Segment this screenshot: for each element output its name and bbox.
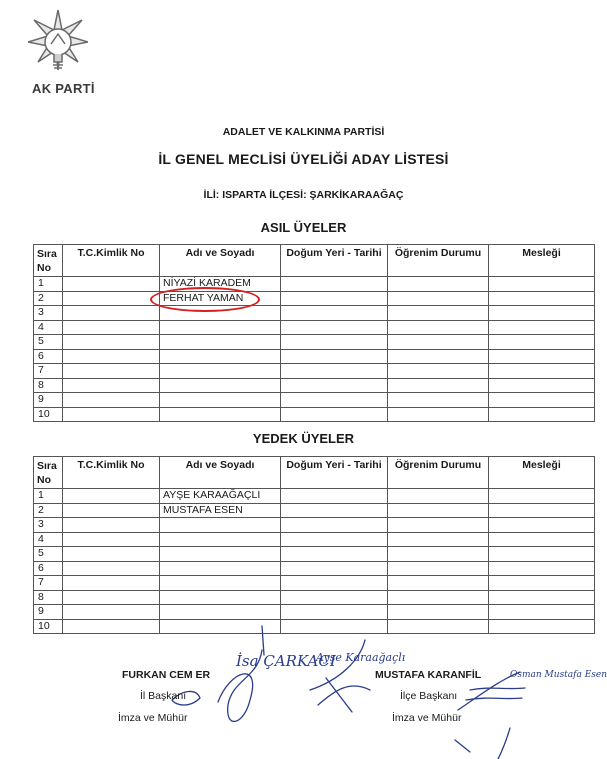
cell-sira: 2: [34, 291, 63, 306]
province-district: İLİ: ISPARTA İLÇESİ: ŞARKİKARAAĞAÇ: [203, 189, 404, 201]
asil-section-title: ASIL ÜYELER: [260, 220, 347, 235]
col-name: Adı ve Soyadı: [160, 245, 281, 277]
cell-sira: 9: [34, 393, 63, 408]
yedek-section-title: YEDEK ÜYELER: [252, 431, 355, 446]
cell-name: NİYAZİ KARADEM: [160, 277, 281, 292]
cell-sira: 5: [34, 335, 63, 350]
col-education: Öğrenim Durumu: [388, 457, 489, 489]
cell-name: MUSTAFA ESEN: [160, 503, 281, 518]
cell-name: AYŞE KARAAĞAÇLI: [160, 489, 281, 504]
left-signatory-role: İl Başkanı: [140, 690, 187, 702]
cell-sira: 1: [34, 277, 63, 292]
col-tc: T.C.Kimlik No: [63, 245, 160, 277]
left-signatory-name: FURKAN CEM ER: [122, 669, 211, 681]
cell-sira: 8: [34, 590, 63, 605]
party-name: ADALET VE KALKINMA PARTİSİ: [222, 126, 385, 138]
col-name: Adı ve Soyadı: [160, 457, 281, 489]
col-birth: Doğum Yeri - Tarihi: [281, 245, 388, 277]
cell-sira: 4: [34, 532, 63, 547]
cell-name: FERHAT YAMAN: [160, 291, 281, 306]
handwritten-name-2: Ayşe Karaağaçlı: [316, 651, 406, 664]
col-tc: T.C.Kimlik No: [63, 457, 160, 489]
page-title: İL GENEL MECLİSİ ÜYELİĞİ ADAY LİSTESİ: [158, 151, 449, 167]
col-job: Mesleği: [489, 245, 595, 277]
right-signature-label: İmza ve Mühür: [392, 712, 462, 724]
cell-sira: 10: [34, 407, 63, 422]
handwritten-name-1: İsa ÇARKACI: [236, 652, 336, 670]
cell-sira: 1: [34, 489, 63, 504]
col-sira: Sıra No: [34, 245, 63, 277]
cell-sira: 3: [34, 306, 63, 321]
cell-sira: 6: [34, 561, 63, 576]
handwritten-name-3: Osman Mustafa Esen: [510, 670, 607, 680]
left-signature-label: İmza ve Mühür: [118, 712, 188, 724]
cell-sira: 7: [34, 576, 63, 591]
cell-sira: 5: [34, 547, 63, 562]
cell-sira: 3: [34, 518, 63, 533]
cell-sira: 9: [34, 605, 63, 620]
cell-sira: 7: [34, 364, 63, 379]
col-birth: Doğum Yeri - Tarihi: [281, 457, 388, 489]
right-signatory-name: MUSTAFA KARANFİL: [375, 669, 482, 681]
col-education: Öğrenim Durumu: [388, 245, 489, 277]
logo-text: AK PARTİ: [32, 81, 95, 96]
cell-sira: 10: [34, 619, 63, 634]
cell-sira: 6: [34, 349, 63, 364]
col-sira: Sıra No: [34, 457, 63, 489]
cell-sira: 2: [34, 503, 63, 518]
cell-sira: 8: [34, 378, 63, 393]
cell-sira: 4: [34, 320, 63, 335]
right-signatory-role: İlçe Başkanı: [400, 690, 458, 702]
col-job: Mesleği: [489, 457, 595, 489]
